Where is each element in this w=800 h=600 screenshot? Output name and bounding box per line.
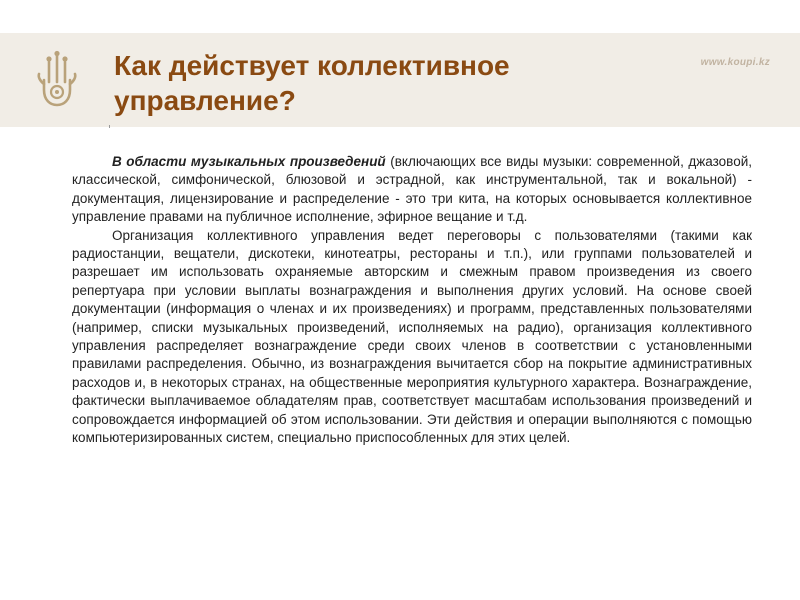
site-url: www.koupi.kz <box>700 57 770 68</box>
paragraph-lead: В области музыкальных произведений <box>112 154 386 169</box>
body-text <box>72 153 752 448</box>
hand-emblem-icon <box>35 50 79 108</box>
paragraph-music-works <box>72 153 752 227</box>
divider-tick <box>109 125 110 128</box>
paragraph-rest: (включающих все виды музыки: современной, джазовой, классической, симфонической, блюзовой и эстрадной, как инструментальной, так и вокальной) - документация, лицензирование и распределение - это три кита, на которых основывается коллективное управление правами на публичное исполнение, эфирное вещание и т.д. <box>72 154 752 225</box>
page-title: Как действует коллективное управление? <box>114 50 510 116</box>
paragraph-organization: Организация коллективного управления ведет переговоры с пользователями (такими как радиостанции, вещатели, дискотеки, кинотеатры, рестораны и т.п.), или группами пользователей и разрешает им использовать охраняемые авторским и смежным правом произведения из своего репертуара при условии выплаты вознаграждения и выполнения других условий. На основе своей документации (информация о членах и их произведениях) и программ, представленных пользователями (например, списки музыкальных произведений, исполняемых на радио), организация коллективного управления распределяет вознаграждение среди своих членов в соответствии с установленными правилами распределения. Обычно, из вознаграждения вычитается сбор на покрытие административных расходов и, в некоторых странах, на общественные мероприятия культурного характера. Вознаграждение, фактически выплачиваемое обладателям прав, соответствует масштабам использования произведений и сопровождается информацией об этом использовании. Эти действия и операции выполняются с помощью компьютеризированных систем, специально приспособленных для этих целей. <box>72 227 752 446</box>
